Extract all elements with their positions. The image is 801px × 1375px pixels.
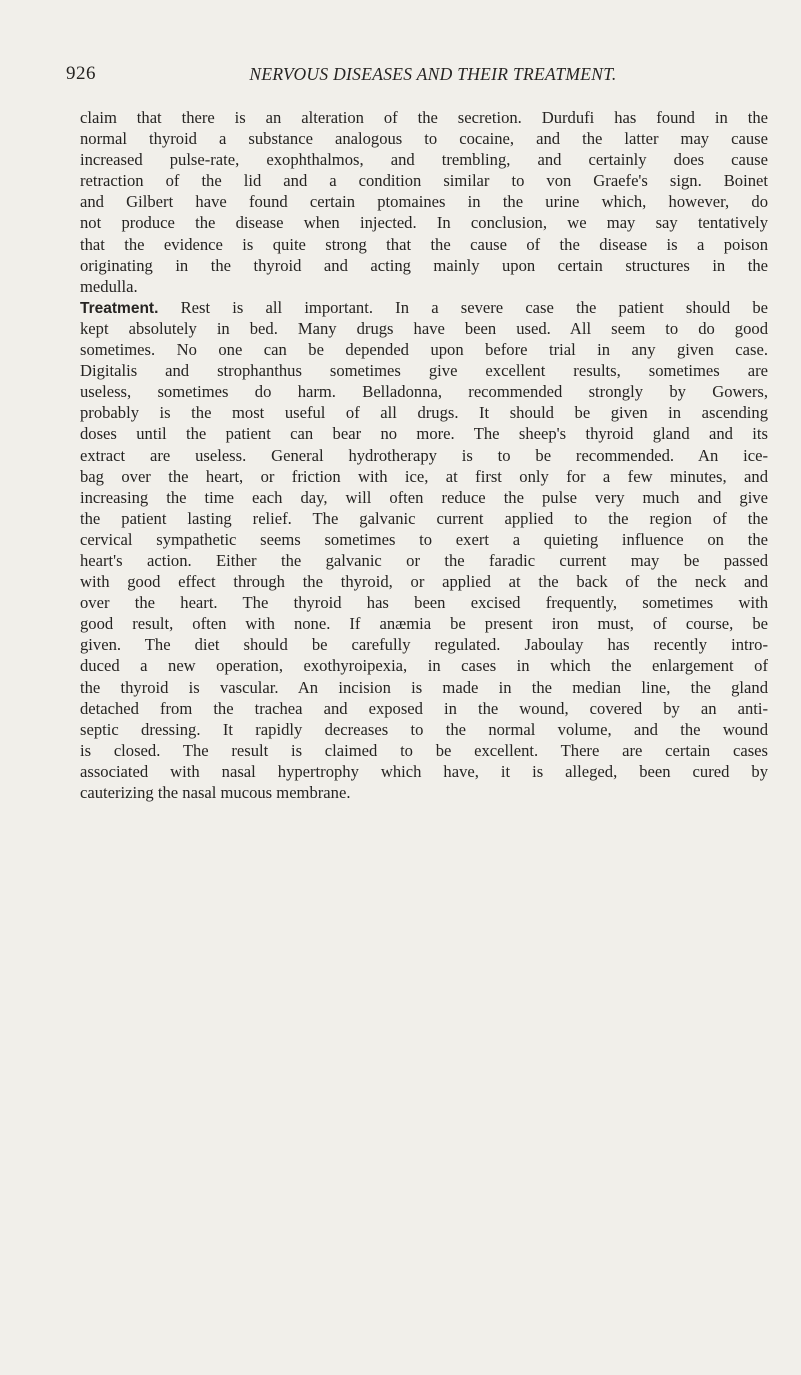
text-line: that the evidence is quite strong that the cause of the disease is a poison xyxy=(80,234,768,254)
text-line: associated with nasal hypertrophy which have, it is alleged, been cured by xyxy=(80,761,768,781)
section-heading-treatment: Treatment. xyxy=(80,299,159,317)
text-line xyxy=(80,297,768,318)
text-line: normal thyroid a substance analogous to cocaine, and the latter may cause xyxy=(80,129,768,149)
text-line: with good effect through the thyroid, or applied at the back of the neck and xyxy=(80,572,768,592)
running-head xyxy=(66,62,766,86)
text-line: detached from the trachea and exposed in the wound, covered by an anti- xyxy=(80,698,768,718)
text-line: originating in the thyroid and acting mainly upon certain structures in the xyxy=(80,255,768,275)
text-line: bag over the heart, or friction with ice, at first only for a few minutes, and xyxy=(80,466,768,486)
paragraph-treatment xyxy=(80,297,768,803)
text-line: septic dressing. It rapidly decreases to the normal volume, and the wound xyxy=(80,719,768,739)
text-fragment: Rest is all important. In a severe case the patient should be xyxy=(158,297,768,317)
text-line: cervical sympathetic seems sometimes to exert a quieting influence on the xyxy=(80,529,768,549)
text-line: not produce the disease when injected. In conclusion, we may say tentatively xyxy=(80,213,768,233)
text-line: extract are useless. General hydrotherapy is to be recommended. An ice- xyxy=(80,445,768,465)
running-title: NERVOUS DISEASES AND THEIR TREATMENT. xyxy=(249,64,617,84)
text-line: given. The diet should be carefully regulated. Jaboulay has recently intro- xyxy=(80,635,768,655)
text-line: cauterizing the nasal mucous membrane. xyxy=(80,783,351,802)
text-line: medulla. xyxy=(80,276,138,296)
text-line: Digitalis and strophanthus sometimes give excellent results, sometimes are xyxy=(80,361,768,381)
paragraph-causation xyxy=(80,107,768,297)
page-number: 926 xyxy=(66,63,96,84)
text-line: claim that there is an alteration of the secretion. Durdufi has found in the xyxy=(80,108,768,127)
text-line: sometimes. No one can be depended upon before trial in any given case. xyxy=(80,340,768,360)
text-line: good result, often with none. If anæmia be present iron must, of course, be xyxy=(80,614,768,634)
body-text xyxy=(80,107,768,803)
text-line: and Gilbert have found certain ptomaines in the urine which, however, do xyxy=(80,192,768,212)
text-line: the thyroid is vascular. An incision is made in the median line, the gland xyxy=(80,677,768,697)
text-line: the patient lasting relief. The galvanic current applied to the region of the xyxy=(80,508,768,528)
text-line: doses until the patient can bear no more. The sheep's thyroid gland and its xyxy=(80,424,768,444)
text-line: over the heart. The thyroid has been excised frequently, sometimes with xyxy=(80,593,768,613)
text-line: increasing the time each day, will often reduce the pulse very much and give xyxy=(80,487,768,507)
text-line: heart's action. Either the galvanic or the faradic current may be passed xyxy=(80,550,768,570)
text-line: increased pulse-rate, exophthalmos, and trembling, and certainly does cause xyxy=(80,150,768,170)
text-line: retraction of the lid and a condition similar to von Graefe's sign. Boinet xyxy=(80,171,768,191)
text-line: useless, sometimes do harm. Belladonna, recommended strongly by Gowers, xyxy=(80,382,768,402)
text-line: probably is the most useful of all drugs. It should be given in ascending xyxy=(80,403,768,423)
text-line: duced a new operation, exothyroipexia, in cases in which the enlargement of xyxy=(80,656,768,676)
text-line: is closed. The result is claimed to be excellent. There are certain cases xyxy=(80,740,768,760)
text-line: kept absolutely in bed. Many drugs have been used. All seem to do good xyxy=(80,318,768,338)
